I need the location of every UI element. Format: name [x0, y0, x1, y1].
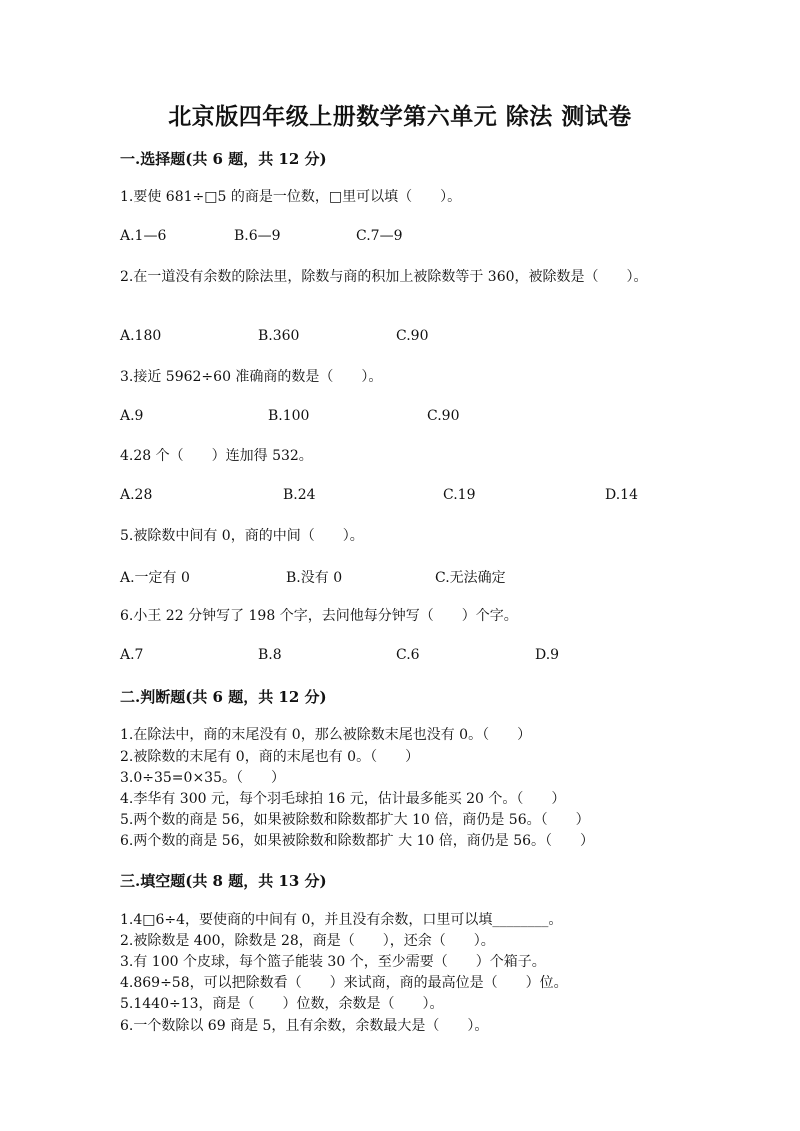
- option: B.360: [258, 328, 300, 344]
- judgement-item: 4.李华有 300 元，每个羽毛球拍 16 元，估计最多能买 20 个。（ ）: [120, 791, 566, 807]
- section-heading-judgement: 二.判断题(共 6 题，共 12 分): [120, 688, 327, 706]
- option: A.7: [120, 647, 144, 663]
- option: B.100: [268, 408, 310, 424]
- option: B.没有 0: [286, 570, 343, 586]
- option: C.19: [443, 487, 476, 503]
- option: B.6—9: [234, 228, 281, 244]
- option: B.8: [258, 647, 282, 663]
- judgement-item: 5.两个数的商是 56，如果被除数和除数都扩大 10 倍，商仍是 56。（ ）: [120, 812, 590, 828]
- option: A.9: [120, 408, 144, 424]
- fill-item: 2.被除数是 400，除数是 28，商是（ ），还余（ ）。: [120, 933, 495, 949]
- option: D.9: [535, 647, 560, 663]
- fill-item: 3.有 100 个皮球，每个篮子能装 30 个，至少需要（ ）个箱子。: [120, 954, 546, 970]
- question-3: 3.接近 5962÷60 准确商的数是（ ）。: [120, 369, 383, 385]
- option: C.6: [396, 647, 420, 663]
- fill-item: 6.一个数除以 69 商是 5，且有余数，余数最大是（ ）。: [120, 1018, 489, 1034]
- question-1: 1.要使 681÷□5 的商是一位数，□里可以填（ ）。: [120, 189, 462, 205]
- judgement-item: 1.在除法中，商的末尾没有 0，那么被除数末尾也没有 0。（ ）: [120, 727, 532, 743]
- option: A.180: [120, 328, 162, 344]
- question-5: 5.被除数中间有 0，商的中间（ ）。: [120, 528, 364, 544]
- section-heading-fill-in: 三.填空题(共 8 题，共 13 分): [120, 872, 327, 890]
- option: C.7—9: [356, 228, 403, 244]
- judgement-item: 6.两个数的商是 56，如果被除数和除数都扩 大 10 倍，商仍是 56。（ ）: [120, 833, 595, 849]
- question-4: 4.28 个（ ）连加得 532。: [120, 448, 313, 464]
- page-title: 北京版四年级上册数学第六单元 除法 测试卷: [168, 103, 632, 130]
- option: C.90: [427, 408, 460, 424]
- option: C.90: [396, 328, 429, 344]
- option: C.无法确定: [435, 570, 506, 586]
- judgement-item: 3.0÷35=0×35。（ ）: [120, 770, 285, 786]
- fill-item: 4.869÷58，可以把除数看（ ）来试商，商的最高位是（ ）位。: [120, 975, 568, 991]
- option: A.一定有 0: [120, 570, 190, 586]
- question-6: 6.小王 22 分钟写了 198 个字，去问他每分钟写（ ）个字。: [120, 608, 518, 624]
- fill-item: 1.4□6÷4，要使商的中间有 0，并且没有余数，口里可以填________。: [120, 912, 563, 928]
- option: A.1—6: [120, 228, 167, 244]
- question-2: 2.在一道没有余数的除法里，除数与商的积加上被除数等于 360，被除数是（ ）。: [120, 269, 648, 285]
- section-heading-choice: 一.选择题(共 6 题，共 12 分): [120, 150, 327, 168]
- judgement-item: 2.被除数的末尾有 0，商的末尾也有 0。（ ）: [120, 749, 420, 765]
- fill-item: 5.1440÷13，商是（ ）位数，余数是（ ）。: [120, 996, 444, 1012]
- option: B.24: [283, 487, 316, 503]
- option: A.28: [120, 487, 153, 503]
- option: D.14: [605, 487, 638, 503]
